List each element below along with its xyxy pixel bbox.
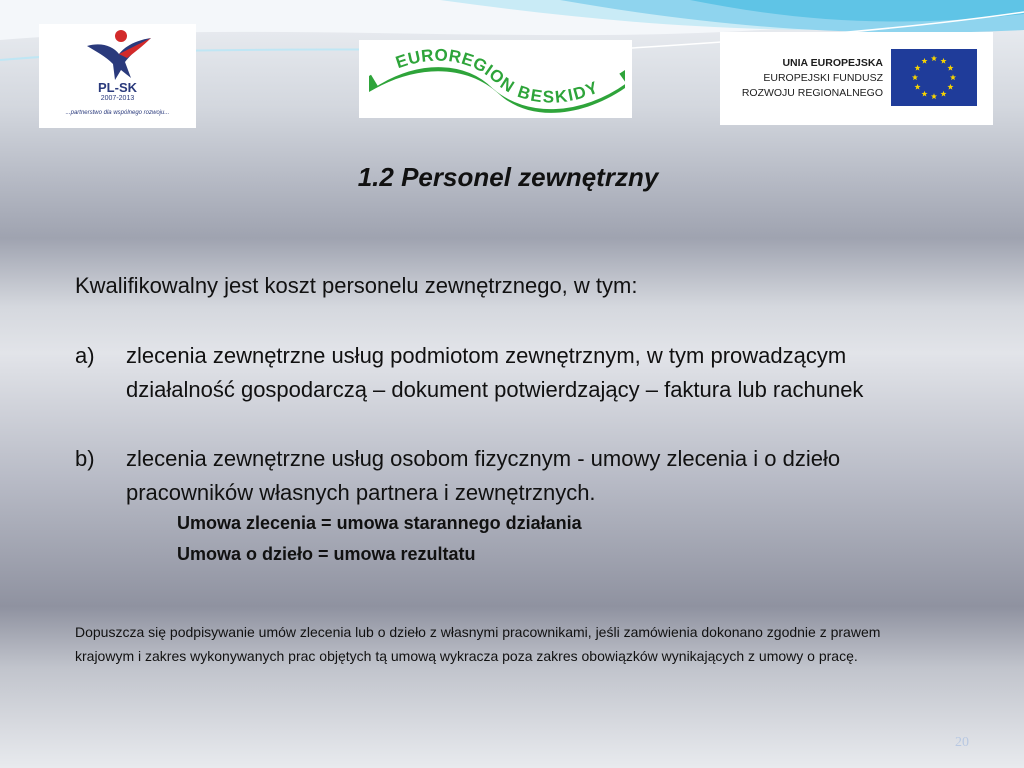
eu-fund-line1: EUROPEJSKI FUNDUSZ (763, 72, 883, 84)
plsk-logo (39, 24, 196, 128)
eu-title: UNIA EUROPEJSKA (782, 57, 883, 69)
definition-umowa-o-dzielo: Umowa o dzieło = umowa rezultatu (177, 544, 476, 564)
list-marker-b: b) (75, 446, 95, 471)
plsk-motto: ...partnerstwo dla wspólnego rozwoju... (65, 110, 170, 116)
plsk-name: PL-SK (98, 80, 137, 95)
eu-flag-icon (891, 49, 977, 106)
eu-fund-line2: ROZWOJU REGIONALNEGO (741, 87, 883, 99)
intro-text: Kwalifikowalny jest koszt personelu zewnętrznego, w tym: (75, 273, 638, 298)
euroregion-logo (359, 40, 632, 118)
plsk-years: 2007-2013 (100, 95, 135, 102)
euroregion-text: EUROREGION BESKIDY (393, 45, 602, 107)
note-text: Dopuszcza się podpisywanie umów zlecenia lub o dzieło z własnymi pracownikami, jeśli zamówienia dokonano zgodnie z prawem krajowym i zakres wykonywanych prac objętych tą umową wykracza poza zakres obowiązków wynikających z umowy o pracę. (75, 624, 881, 664)
plsk-figure-icon (39, 24, 196, 84)
page-number: 20 (955, 735, 969, 750)
svg-text:EUROREGION BESKIDY (393, 46, 601, 107)
list-marker-a: a) (75, 343, 95, 368)
list-text-a: zlecenia zewnętrzne usług podmiotom zewnętrznym, w tym prowadzącym działalność gospodarczą – dokument potwierdzający – faktura lub rachunek (126, 343, 864, 402)
definition-umowa-zlecenia: Umowa zlecenia = umowa starannego działania (177, 513, 582, 533)
list-text-b: zlecenia zewnętrzne usług osobom fizycznym - umowy zlecenia i o dzieło pracowników własnych partnera i zewnętrznych. (126, 446, 841, 505)
slide-title: 1.2 Personel zewnętrzny (357, 162, 659, 192)
eu-text (742, 56, 883, 101)
eu-logo (720, 32, 993, 125)
euroregion-banner (359, 40, 632, 118)
